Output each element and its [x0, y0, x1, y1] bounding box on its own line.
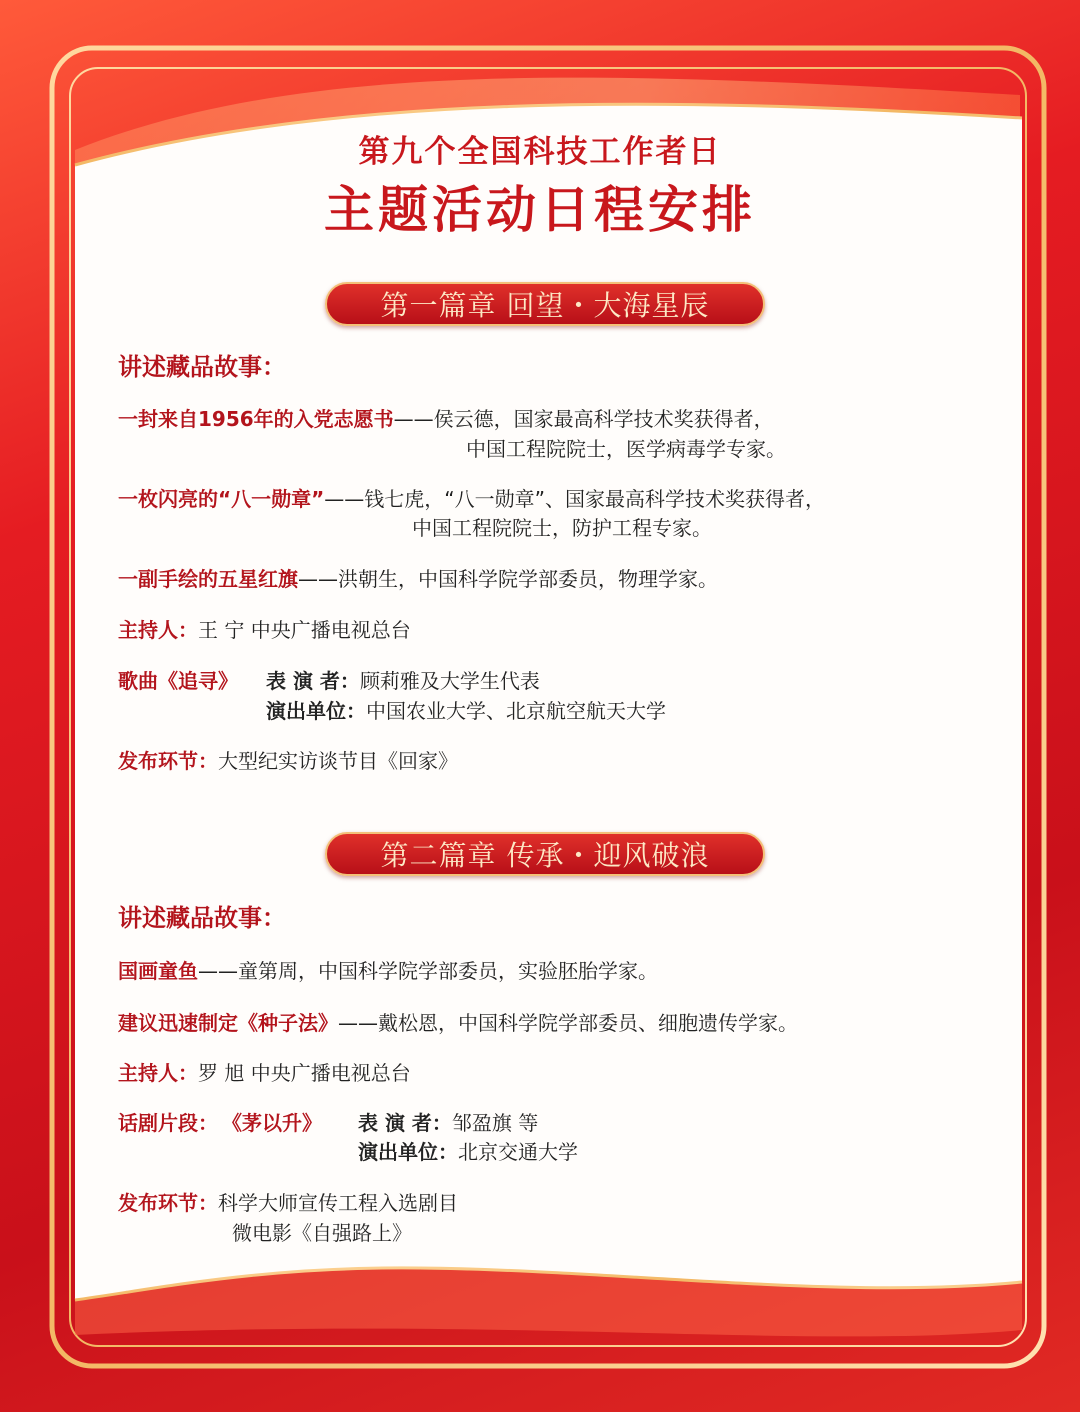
chapter2-stories-heading: 讲述藏品故事：	[118, 904, 286, 932]
chapter1-banner	[325, 282, 765, 326]
chapter2-drama-performer-label: 表 演 者：	[358, 1111, 452, 1135]
chapter1-host-label: 主持人：	[118, 618, 198, 642]
chapter2-drama-performer	[358, 1110, 538, 1136]
chapter2-drama-performer-value: 邹盈旗 等	[451, 1111, 539, 1135]
chapter1-host-value: 王 宁 中央广播电视总台	[198, 618, 411, 642]
chapter1-story2-desc-line1: ——钱七虎，“八一勋章”、国家最高科学技术奖获得者，	[324, 487, 826, 511]
poster-title-line2: 主题活动日程安排	[324, 181, 756, 239]
chapter2-drama-unit-value: 北京交通大学	[458, 1140, 578, 1164]
chapter2-drama	[118, 1110, 322, 1136]
poster-title-line1: 第九个全国科技工作者日	[358, 134, 722, 170]
chapter2-drama-unit-label: 演出单位：	[358, 1140, 458, 1164]
chapter1-stories-heading: 讲述藏品故事：	[118, 353, 286, 381]
chapter1-story1	[118, 406, 774, 432]
chapter2-release	[118, 1190, 458, 1216]
chapter2-release-value-line1: 科学大师宣传工程入选剧目	[218, 1191, 458, 1215]
chapter1-song-label	[118, 668, 238, 694]
chapter2-drama-label: 话剧片段：	[118, 1111, 218, 1135]
chapter2-release-label: 发布环节：	[118, 1191, 218, 1215]
chapter1-banner-text: 第一篇章 回望・大海星辰	[380, 289, 710, 322]
chapter1-song-performer	[266, 668, 540, 694]
chapter1-release	[118, 748, 458, 774]
chapter1-song-performer-label: 表 演 者：	[266, 669, 360, 693]
chapter2-drama-unit	[358, 1139, 578, 1165]
chapter2-banner-text: 第二篇章 传承・迎风破浪	[380, 839, 710, 872]
chapter2-host-label: 主持人：	[118, 1061, 198, 1085]
chapter2-story2	[118, 1010, 798, 1036]
chapter1-story2-name: 一枚闪亮的“八一勋章”	[118, 487, 325, 511]
chapter1-release-value: 大型纪实访谈节目《回家》	[218, 749, 458, 773]
chapter1-story1-desc-line2: 中国工程院院士，医学病毒学专家。	[466, 437, 786, 461]
chapter1-story1-name: 一封来自1956年的入党志愿书	[118, 407, 394, 431]
chapter1-story1-desc-line1: ——侯云德，国家最高科学技术奖获得者，	[393, 407, 774, 431]
chapter1-song-unit	[266, 698, 666, 724]
chapter2-story1-name: 国画童鱼	[118, 959, 198, 983]
chapter1-song-performer-value: 顾莉雅及大学生代表	[359, 669, 540, 693]
chapter2-story1	[118, 958, 658, 984]
chapter1-story2-desc-line2: 中国工程院院士，防护工程专家。	[412, 516, 712, 540]
chapter1-song-unit-label: 演出单位：	[266, 699, 366, 723]
chapter1-song-unit-value: 中国农业大学、北京航空航天大学	[366, 699, 666, 723]
chapter1-host	[118, 617, 411, 643]
chapter1-story2	[118, 486, 825, 512]
chapter1-song-title: 歌曲《追寻》	[118, 669, 238, 693]
chapter1-release-label: 发布环节：	[118, 749, 218, 773]
chapter2-story2-name: 建议迅速制定《种子法》	[118, 1011, 338, 1035]
chapter2-host-value: 罗 旭 中央广播电视总台	[198, 1061, 411, 1085]
chapter2-banner	[325, 832, 765, 876]
chapter1-story3	[118, 566, 718, 592]
chapter2-host	[118, 1060, 411, 1086]
chapter1-story3-name: 一副手绘的五星红旗	[118, 567, 298, 591]
chapter1-story3-desc: ——洪朝生，中国科学院学部委员，物理学家。	[298, 567, 718, 591]
chapter2-story2-desc: ——戴松恩，中国科学院学部委员、细胞遗传学家。	[338, 1011, 798, 1035]
chapter2-release-value-line2: 微电影《自强路上》	[232, 1221, 412, 1245]
chapter2-story1-desc: ——童第周，中国科学院学部委员，实验胚胎学家。	[198, 959, 658, 983]
chapter2-drama-title: 《茅以升》	[232, 1111, 322, 1135]
